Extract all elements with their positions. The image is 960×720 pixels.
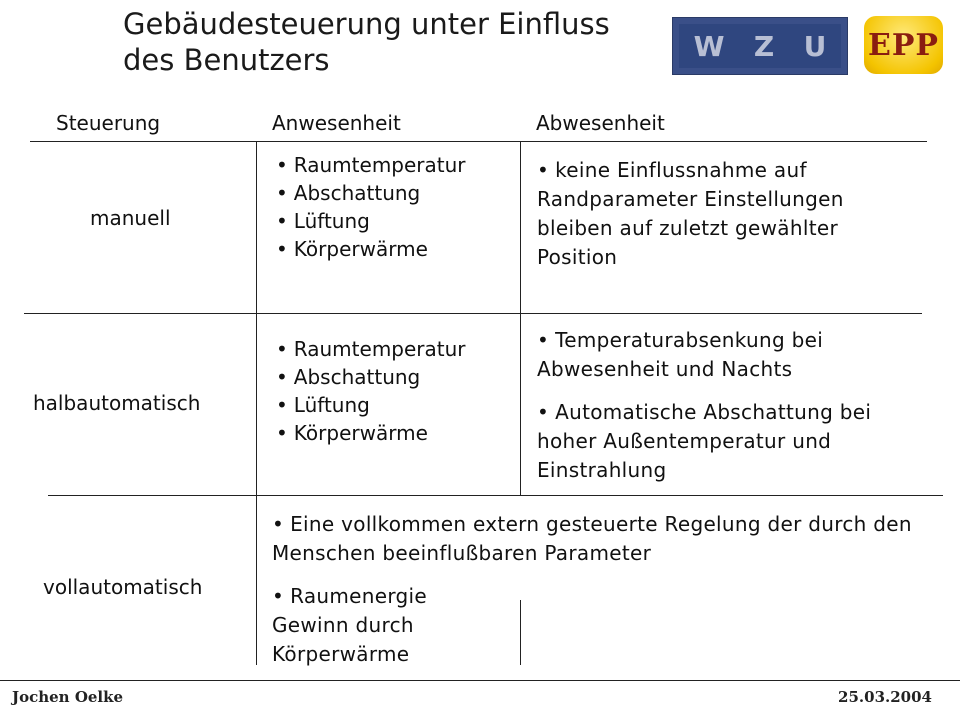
wzu-logo-letter-w: W [693, 29, 725, 63]
list-item: • Raumtemperatur [276, 335, 466, 363]
title-line-1: Gebäudesteuerung unter Einfluss [123, 7, 610, 41]
list-item: • Raumtemperatur [276, 151, 466, 179]
footer-author: Jochen Oelke [12, 688, 124, 706]
row-divider-1 [24, 313, 922, 314]
wzu-logo-letter-u: U [803, 29, 827, 63]
list-item: • Lüftung [276, 391, 466, 419]
column-divider-right-bottom [520, 600, 521, 665]
title-line-2: des Benutzers [123, 43, 330, 77]
manuell-anwesenheit-list [276, 151, 466, 263]
vollautomatisch-span-text: • Eine vollkommen extern gesteuerte Regelung der durch den Menschen beeinflußbaren Parameter [272, 510, 922, 568]
header-anwesenheit: Anwesenheit [272, 111, 401, 135]
column-divider-right [520, 141, 521, 495]
epp-logo [864, 16, 943, 74]
halbautomatisch-abwesenheit-text-1: • Temperaturabsenkung bei Abwesenheit und Nachts [537, 326, 922, 384]
header-abwesenheit: Abwesenheit [536, 111, 665, 135]
vollautomatisch-anwesenheit-text: • Raumenergie Gewinn durch Körperwärme [272, 582, 492, 669]
footer-date: 25.03.2004 [838, 688, 932, 706]
list-item: • Körperwärme [276, 419, 466, 447]
manuell-abwesenheit-text: • keine Einflussnahme auf Randparameter Einstellungen bleiben auf zuletzt gewählter Position [537, 156, 917, 272]
wzu-logo-letter-z: Z [753, 29, 775, 63]
epp-logo-text: EPP [868, 27, 939, 63]
column-divider-left [256, 141, 257, 495]
list-item: • Abschattung [276, 179, 466, 207]
list-item: • Abschattung [276, 363, 466, 391]
header-divider [30, 141, 927, 142]
header-steuerung: Steuerung [56, 111, 161, 135]
column-divider-left-bottom [256, 495, 257, 665]
row-label-manuell: manuell [90, 206, 171, 230]
row-label-halbautomatisch: halbautomatisch [33, 391, 201, 415]
page-title [123, 6, 683, 78]
list-item: • Körperwärme [276, 235, 466, 263]
wzu-logo [672, 17, 848, 75]
halbautomatisch-abwesenheit-text-2: • Automatische Abschattung bei hoher Außentemperatur und Einstrahlung [537, 398, 937, 485]
halbautomatisch-anwesenheit-list [276, 335, 466, 447]
footer-divider [0, 680, 960, 681]
list-item: • Lüftung [276, 207, 466, 235]
row-label-vollautomatisch: vollautomatisch [43, 575, 203, 599]
row-divider-2 [48, 495, 943, 496]
